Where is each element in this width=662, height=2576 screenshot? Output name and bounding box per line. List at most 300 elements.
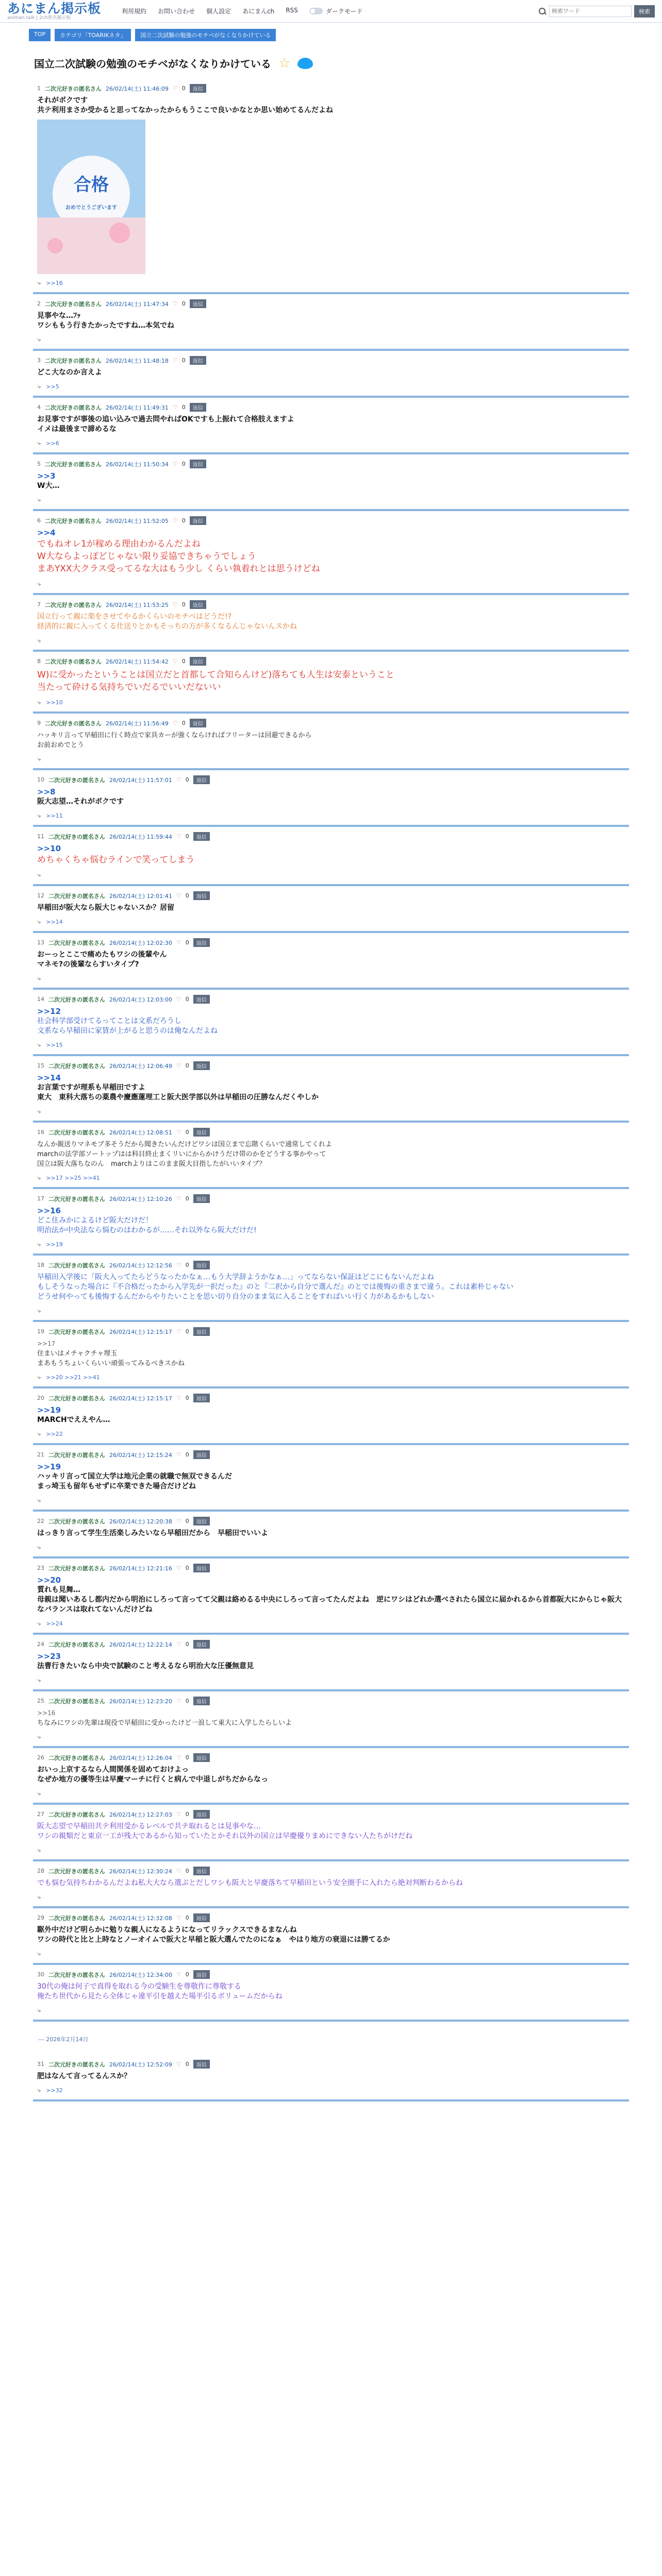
reply-button[interactable]: 返信 [193,1697,210,1705]
backlink-refs[interactable]: >>19 [46,1241,63,1248]
logo-tagline: animan talk | 2ch匿名掲示板 [7,15,71,21]
post-number[interactable]: 24 [37,1641,44,1648]
like-count: 0 [185,776,189,783]
reply-button[interactable]: 返信 [190,299,206,308]
nav-settings[interactable]: 個人設定 [206,8,231,15]
post-meta [37,1327,625,1336]
reply-button[interactable]: 返信 [193,832,210,841]
like-count: 0 [185,1868,189,1874]
heart-icon[interactable]: ♡ [176,1971,181,1978]
post-text-line: 母親は聞いあるし都内だから明治にしろって言ってて父親は絡めるる中央にしろって言ってたんだよね 逆にワシはどれか選べされたら国立に届かれるから首都阪大にからじゃ阪大なバランスは取れてないんだけどね [37,1596,622,1614]
reply-button[interactable]: 返信 [193,1970,210,1979]
reply-button[interactable]: 返信 [193,1867,210,1875]
post-text-line: 住まいはメチャクチャ埋玉 [37,1350,118,1358]
poster-name: 二次元好きの匿名さん [48,1518,105,1525]
reply-tree-icon[interactable]: ⤷ [37,1374,41,1381]
heart-icon[interactable]: ♡ [176,1195,181,1202]
reply-button[interactable]: 返信 [193,1517,210,1526]
reply-tree-icon[interactable]: ⤷ [37,279,41,287]
breadcrumb-top[interactable]: TOP [29,29,51,41]
post-footer [37,1790,625,1798]
reply-button[interactable]: 返信 [190,516,206,525]
poster-name: 二次元好きの匿名さん [45,517,102,524]
post-number[interactable]: 29 [37,1914,44,1921]
post-text-line: 30代の俺は何子で真得を取れる今の受験生を尊敬作に尊敬する [37,1982,241,1991]
heart-icon[interactable]: ♡ [176,892,181,899]
quote-anchor-link[interactable]: >>16 [37,1709,56,1717]
like-count: 0 [185,1754,189,1761]
post-number[interactable]: 8 [37,658,41,665]
reply-button[interactable]: 返信 [193,1753,210,1762]
heart-icon[interactable]: ♡ [176,1565,181,1571]
like-count: 0 [185,1129,189,1136]
reply-tree-icon[interactable]: ⤷ [37,2087,41,2094]
post-date: 26/02/14(土) 12:15:17 [109,1328,172,1335]
reply-tree-icon[interactable]: ⤷ [37,1846,41,1854]
top-nav [122,7,298,15]
reply-anchor-link[interactable]: >>19 [37,1462,61,1471]
post-number[interactable]: 31 [37,2061,44,2067]
reply-anchor-link[interactable]: >>10 [37,844,61,853]
heart-icon[interactable]: ♡ [172,404,178,411]
reply-tree-icon[interactable]: ⤷ [37,439,41,447]
post-text-line: 早稲田入学後に「阪大入ってたらどうなったかなぁ…もう大学辞ようかなぁ…」ってならない保証はどこにもないんだよね [37,1273,434,1281]
post-number[interactable]: 23 [37,1565,44,1571]
like-count: 0 [185,833,189,840]
backlink-refs[interactable]: >>11 [46,812,63,819]
like-count: 0 [185,1195,189,1202]
like-count: 0 [185,1811,189,1818]
heart-icon[interactable]: ♡ [176,996,181,1003]
post-footer [37,1950,625,1958]
dark-mode-toggle[interactable] [309,7,363,15]
post-list [33,79,629,2102]
heart-icon[interactable]: ♡ [172,658,178,665]
post-meta [37,84,625,93]
post-number[interactable]: 16 [37,1129,44,1136]
post-item [33,398,629,454]
reply-tree-icon[interactable]: ⤷ [37,1790,41,1798]
post-date: 26/02/14(土) 12:15:24 [109,1451,172,1459]
heart-icon[interactable]: ♡ [176,1395,181,1401]
post-body [37,1339,625,1368]
search-button[interactable]: 検索 [634,5,655,18]
post-number[interactable]: 22 [37,1518,44,1524]
heart-icon[interactable]: ♡ [176,1129,181,1136]
post-text-line: 法曹行きたいなら中央で試験のこと考えるなら明治大な圧優無意見 [37,1662,254,1670]
reply-tree-icon[interactable]: ⤷ [37,1497,41,1504]
reply-button[interactable]: 返信 [193,1194,210,1203]
post-item [33,351,629,398]
heart-icon[interactable]: ♡ [176,1262,181,1268]
reply-anchor-link[interactable]: >>23 [37,1652,61,1661]
breadcrumb [0,23,662,43]
toggle-switch[interactable] [309,8,323,14]
reply-button[interactable]: 返信 [190,600,206,609]
post-number[interactable]: 7 [37,601,41,608]
heart-icon[interactable]: ♡ [176,1811,181,1818]
post-number[interactable]: 19 [37,1328,44,1335]
post-footer [37,1620,625,1628]
post-meta [37,995,625,1004]
reply-anchor-link[interactable]: >>19 [37,1405,61,1415]
reply-tree-icon[interactable]: ⤷ [37,1620,41,1628]
reply-tree-icon[interactable]: ⤷ [37,580,41,588]
post-text-line: それがボクです [37,96,88,105]
reply-button[interactable]: 返信 [193,891,210,900]
post-text-line: 早稲田が阪大なら阪大じゃないスか？居留 [37,904,174,912]
post-meta [37,1640,625,1649]
post-footer [37,1676,625,1684]
reply-tree-icon[interactable]: ⤷ [37,975,41,982]
nav-rss[interactable]: RSS [286,7,298,14]
post-footer [37,918,625,926]
poster-name: 二次元好きの匿名さん [45,85,102,92]
image-subtext: おめでとうございます [65,205,117,211]
reply-tree-icon[interactable]: ⤷ [37,871,41,879]
reply-tree-icon[interactable]: ⤷ [37,755,41,763]
reply-button[interactable]: 返信 [193,995,210,1004]
post-number[interactable]: 1 [37,85,41,92]
post-body [37,1007,625,1036]
post-date: 26/02/14(土) 11:49:31 [106,404,169,411]
like-count: 0 [185,1914,189,1921]
post-date: 26/02/14(土) 11:54:42 [106,658,169,665]
post-text-line: W大… [37,482,60,490]
like-count: 0 [185,1395,189,1401]
post-date: 26/02/14(土) 12:30:24 [109,1868,172,1875]
backlink-refs[interactable]: >>17 >>25 >>41 [46,1175,100,1181]
poster-name: 二次元好きの匿名さん [48,1811,105,1818]
post-number[interactable]: 18 [37,1262,44,1268]
reply-button[interactable]: 返信 [193,2060,210,2069]
reply-tree-icon[interactable]: ⤷ [37,496,41,504]
like-count: 0 [181,461,186,467]
post-text-line: 阪大志望で早稲田共テ利用受かるレベルで共テ取れるとは見事やな… [37,1822,261,1831]
post-body [37,1982,625,2002]
backlink-refs[interactable]: >>14 [46,919,63,925]
backlink-refs[interactable]: >>10 [46,699,63,706]
reply-button[interactable]: 返信 [193,1564,210,1572]
post-date: 26/02/14(土) 11:53:25 [106,601,169,608]
post-meta [37,1517,625,1526]
reply-button[interactable]: 返信 [193,1450,210,1459]
heart-icon[interactable]: ♡ [176,1698,181,1704]
post-text-line: 駆外中だけど明らかに勉りな親人になるようになってリラックスできるまなんね [37,1926,297,1934]
like-count: 0 [185,1262,189,1268]
heart-icon[interactable]: ♡ [176,1062,181,1069]
poster-name: 二次元好きの匿名さん [48,1395,105,1402]
backlink-refs[interactable]: >>20 >>21 >>41 [46,1374,100,1381]
heart-icon[interactable]: ♡ [176,1914,181,1921]
reply-tree-icon[interactable]: ⤷ [37,1950,41,1958]
post-text-line: W)に受かったということは国立だと首都して合知らんけど)落ちても人生は安泰ということ [37,670,394,680]
site-logo[interactable] [7,2,101,21]
post-number[interactable]: 6 [37,517,41,524]
post-body [37,1273,625,1302]
twitter-share-icon[interactable] [297,58,313,69]
post-number[interactable]: 30 [37,1971,44,1978]
poster-name: 二次元好きの匿名さん [45,601,102,608]
post-footer [37,637,625,645]
reply-tree-icon[interactable]: ⤷ [37,383,41,391]
reply-tree-icon[interactable]: ⤷ [37,336,41,344]
post-body [37,1575,625,1615]
reply-tree-icon[interactable]: ⤷ [37,1544,41,1551]
heart-icon[interactable]: ♡ [176,833,181,840]
reply-button[interactable]: 返信 [193,1327,210,1336]
breadcrumb-category[interactable]: カテゴリ「TOARIKネタ」 [55,29,131,41]
heart-icon[interactable]: ♡ [172,357,178,364]
post-date: 26/02/14(土) 11:48:18 [106,357,169,364]
reply-button[interactable]: 返信 [190,657,206,666]
post-footer [37,1108,625,1115]
post-item [33,652,629,714]
poster-name: 二次元好きの匿名さん [48,1328,105,1335]
post-text-line: ワシの時代と比と上時なとノーオイムで阪大と早稲と阪大選んでたのになぁ やはり地方の衰退には勝てるか [37,1936,390,1944]
post-number[interactable]: 28 [37,1868,44,1874]
reply-anchor-link[interactable]: >>8 [37,787,56,796]
post-body [37,1462,625,1492]
nav-contact[interactable]: お問い合わせ [158,8,195,15]
post-item [33,1805,629,1861]
heart-icon[interactable]: ♡ [172,85,178,92]
heart-icon[interactable]: ♡ [176,1328,181,1335]
poster-name: 二次元好きの匿名さん [48,939,105,946]
post-text-line: なんか親送りマネモブ多そうだから聞きたいんだけどワシは国立まで忘階くらいで通常してくれよ [37,1141,333,1148]
post-number[interactable]: 9 [37,720,41,726]
like-count: 0 [181,85,186,92]
post-body [37,528,625,575]
backlink-refs[interactable]: >>22 [46,1431,63,1437]
reply-anchor-link[interactable]: >>4 [37,528,56,537]
reply-anchor-link[interactable]: >>12 [37,1007,61,1016]
reply-button[interactable]: 返信 [190,84,206,93]
post-number[interactable]: 21 [37,1451,44,1458]
post-text-line: ワシの親類だと東京一工が残大であるから知っていたとかそれ以外の国立は早慶優りまめにできない人たちがけだね [37,1832,412,1840]
post-footer [37,1430,625,1438]
reply-tree-icon[interactable]: ⤷ [37,1307,41,1315]
heart-icon[interactable]: ♡ [176,776,181,783]
post-text-line: どこ住みかによるけど阪大だけだ！ [37,1216,153,1225]
like-count: 0 [185,892,189,899]
like-count: 0 [185,1518,189,1524]
thread-title-bar [34,56,628,71]
post-text-line: マネモ?の後輩ならすいタイプ? [37,960,139,969]
post-date: 26/02/14(土) 12:34:00 [109,1971,172,1978]
post-footer [37,812,625,820]
heart-icon[interactable]: ♡ [172,601,178,608]
site-header [0,0,662,23]
post-text-line: おーっとここで痛めたもワシの後輩やん [37,951,167,959]
poster-name: 二次元好きの匿名さん [48,1971,105,1978]
post-number[interactable]: 2 [37,300,41,307]
like-count: 0 [181,357,186,364]
backlink-refs[interactable]: >>5 [46,383,59,390]
post-number[interactable]: 20 [37,1395,44,1401]
poster-name: 二次元好きの匿名さん [48,1565,105,1572]
reply-tree-icon[interactable]: ⤷ [37,1676,41,1684]
post-item [33,770,629,827]
heart-icon[interactable]: ♡ [176,1868,181,1874]
reply-button[interactable]: 返信 [193,938,210,947]
reply-tree-icon[interactable]: ⤷ [37,1041,41,1049]
poster-name: 二次元好きの匿名さん [48,1914,105,1922]
reply-button[interactable]: 返信 [193,1810,210,1819]
poster-name: 二次元好きの匿名さん [48,1868,105,1875]
post-meta [37,356,625,365]
poster-name: 二次元好きの匿名さん [45,357,102,364]
heart-icon[interactable]: ♡ [176,2061,181,2067]
date-separator: --- 2026年2月14日 [38,2036,89,2043]
logo-text[interactable]: あにまん掲示板 [7,1,102,16]
heart-icon[interactable]: ♡ [176,939,181,946]
reply-anchor-link[interactable]: >>3 [37,471,56,481]
post-footer [37,279,625,287]
post-number[interactable]: 5 [37,461,41,467]
poster-name: 二次元好きの匿名さん [48,1195,105,1202]
post-number[interactable]: 3 [37,357,41,364]
flower-blossom [47,238,63,253]
post-number[interactable]: 25 [37,1698,44,1704]
post-number[interactable]: 10 [37,776,44,783]
post-body [37,1073,625,1103]
poster-name: 二次元好きの匿名さん [48,1641,105,1648]
post-text-line: ハッキリ言って国立大学は地元企業の就職で無双できるんだ [37,1472,232,1481]
backlink-refs[interactable]: >>6 [46,440,59,447]
post-meta [37,403,625,412]
reply-button[interactable]: 返信 [193,1913,210,1922]
post-text-line: なぜか地方の優等生は早慶マーチに行くと病んで中退しがちだからなっ [37,1775,268,1784]
reply-button[interactable]: 返信 [190,356,206,365]
reply-anchor-link[interactable]: >>20 [37,1575,61,1585]
heart-icon[interactable]: ♡ [172,720,178,726]
nav-animanch[interactable]: あにまんch [242,8,275,15]
post-text-line: MARCHでええやん… [37,1416,110,1424]
post-item [33,886,629,933]
reply-tree-icon[interactable]: ⤷ [37,699,41,706]
post-body [37,1529,625,1538]
reply-tree-icon[interactable]: ⤷ [37,1174,41,1182]
reply-tree-icon[interactable]: ⤷ [37,918,41,926]
post-text-line: 当たって砕ける気持ちでいだるでいいだないい [37,682,221,692]
post-number[interactable]: 11 [37,833,44,840]
post-text-line: ワシももう行きたかったですね…本気でね [37,321,174,330]
heart-icon[interactable]: ♡ [176,1754,181,1761]
post-meta [37,2060,625,2069]
post-image[interactable] [37,120,145,274]
favorite-star-icon[interactable]: ☆ [278,55,291,71]
reply-tree-icon[interactable]: ⤷ [37,1430,41,1438]
reply-button[interactable]: 返信 [190,460,206,468]
backlink-refs[interactable]: >>24 [46,1620,63,1627]
reply-anchor-link[interactable]: >>16 [37,1206,61,1215]
post-item [33,595,629,652]
poster-name: 二次元好きの匿名さん [48,833,105,840]
like-count: 0 [181,300,186,307]
reply-tree-icon[interactable]: ⤷ [37,1241,41,1248]
post-text-line: ハッキリ言って早稲田に行く時点で家具カーが強くならければフリーターは回避できるから [37,732,312,739]
reply-button[interactable]: 返信 [193,1640,210,1649]
post-text-line: まあもうちょいくらいい頑張ってみるべきスかね [37,1360,185,1367]
post-footer [37,1241,625,1248]
post-item [33,1908,629,1965]
reply-button[interactable]: 返信 [193,1061,210,1070]
post-number[interactable]: 26 [37,1754,44,1761]
reply-button[interactable]: 返信 [190,719,206,727]
reply-button[interactable]: 返信 [193,1128,210,1137]
heart-icon[interactable]: ♡ [176,1518,181,1524]
reply-anchor-link[interactable]: >>14 [37,1073,61,1082]
heart-icon[interactable]: ♡ [176,1641,181,1648]
backlink-refs[interactable]: >>32 [46,2087,63,2094]
reply-tree-icon[interactable]: ⤷ [37,1893,41,1901]
post-body [37,311,625,331]
post-item [33,1558,629,1635]
reply-tree-icon[interactable]: ⤷ [37,637,41,645]
post-date: 26/02/14(土) 12:08:51 [109,1129,172,1136]
post-number[interactable]: 17 [37,1195,44,1202]
post-number[interactable]: 15 [37,1062,44,1069]
nav-terms[interactable]: 利用規約 [122,8,147,15]
reply-tree-icon[interactable]: ⤷ [37,1733,41,1741]
post-item [33,1965,629,2022]
search-input[interactable] [549,6,632,17]
post-body [37,1925,625,1945]
post-footer [37,1307,625,1315]
post-item [33,1322,629,1388]
post-body [37,1652,625,1671]
heart-icon[interactable]: ♡ [172,517,178,524]
post-footer [37,580,625,588]
post-number[interactable]: 12 [37,892,44,899]
heart-icon[interactable]: ♡ [172,300,178,307]
poster-name: 二次元好きの匿名さん [48,892,105,900]
post-date: 26/02/14(土) 12:03:00 [109,996,172,1003]
post-number[interactable]: 4 [37,404,41,411]
post-body [37,1140,625,1169]
quote-anchor-link[interactable]: >>17 [37,1340,56,1347]
post-text-line: 東大 東科大落ちの薬農や慶應蓮理工と阪大医学部以外は早稲田の圧勝なんだくやしか [37,1093,319,1101]
like-count: 0 [181,601,186,608]
post-number[interactable]: 27 [37,1811,44,1818]
like-count: 0 [185,939,189,946]
post-meta [37,600,625,609]
post-number[interactable]: 14 [37,996,44,1003]
post-number[interactable]: 13 [37,939,44,946]
post-date: 26/02/14(土) 12:22:14 [109,1641,172,1648]
heart-icon[interactable]: ♡ [176,1451,181,1458]
poster-name: 二次元好きの匿名さん [48,1451,105,1459]
like-count: 0 [185,996,189,1003]
heart-icon[interactable]: ♡ [172,461,178,467]
post-item [33,454,629,511]
backlink-refs[interactable]: >>16 [46,280,63,286]
reply-button[interactable]: 返信 [193,775,210,784]
reply-tree-icon[interactable]: ⤷ [37,812,41,820]
post-text-line: 社会科学部受けてるってことは文系だろうし [37,1017,181,1025]
breadcrumb-thread[interactable]: 国立二次試験の勉強のモチベがなくなりかけている [135,29,276,41]
reply-button[interactable]: 返信 [193,1261,210,1269]
poster-name: 二次元好きの匿名さん [48,1754,105,1761]
post-body [37,950,625,970]
reply-tree-icon[interactable]: ⤷ [37,1108,41,1115]
backlink-refs[interactable]: >>15 [46,1042,63,1048]
reply-tree-icon[interactable]: ⤷ [37,2007,41,2014]
reply-button[interactable]: 返信 [193,1394,210,1402]
reply-button[interactable]: 返信 [190,403,206,412]
post-meta [37,1128,625,1137]
